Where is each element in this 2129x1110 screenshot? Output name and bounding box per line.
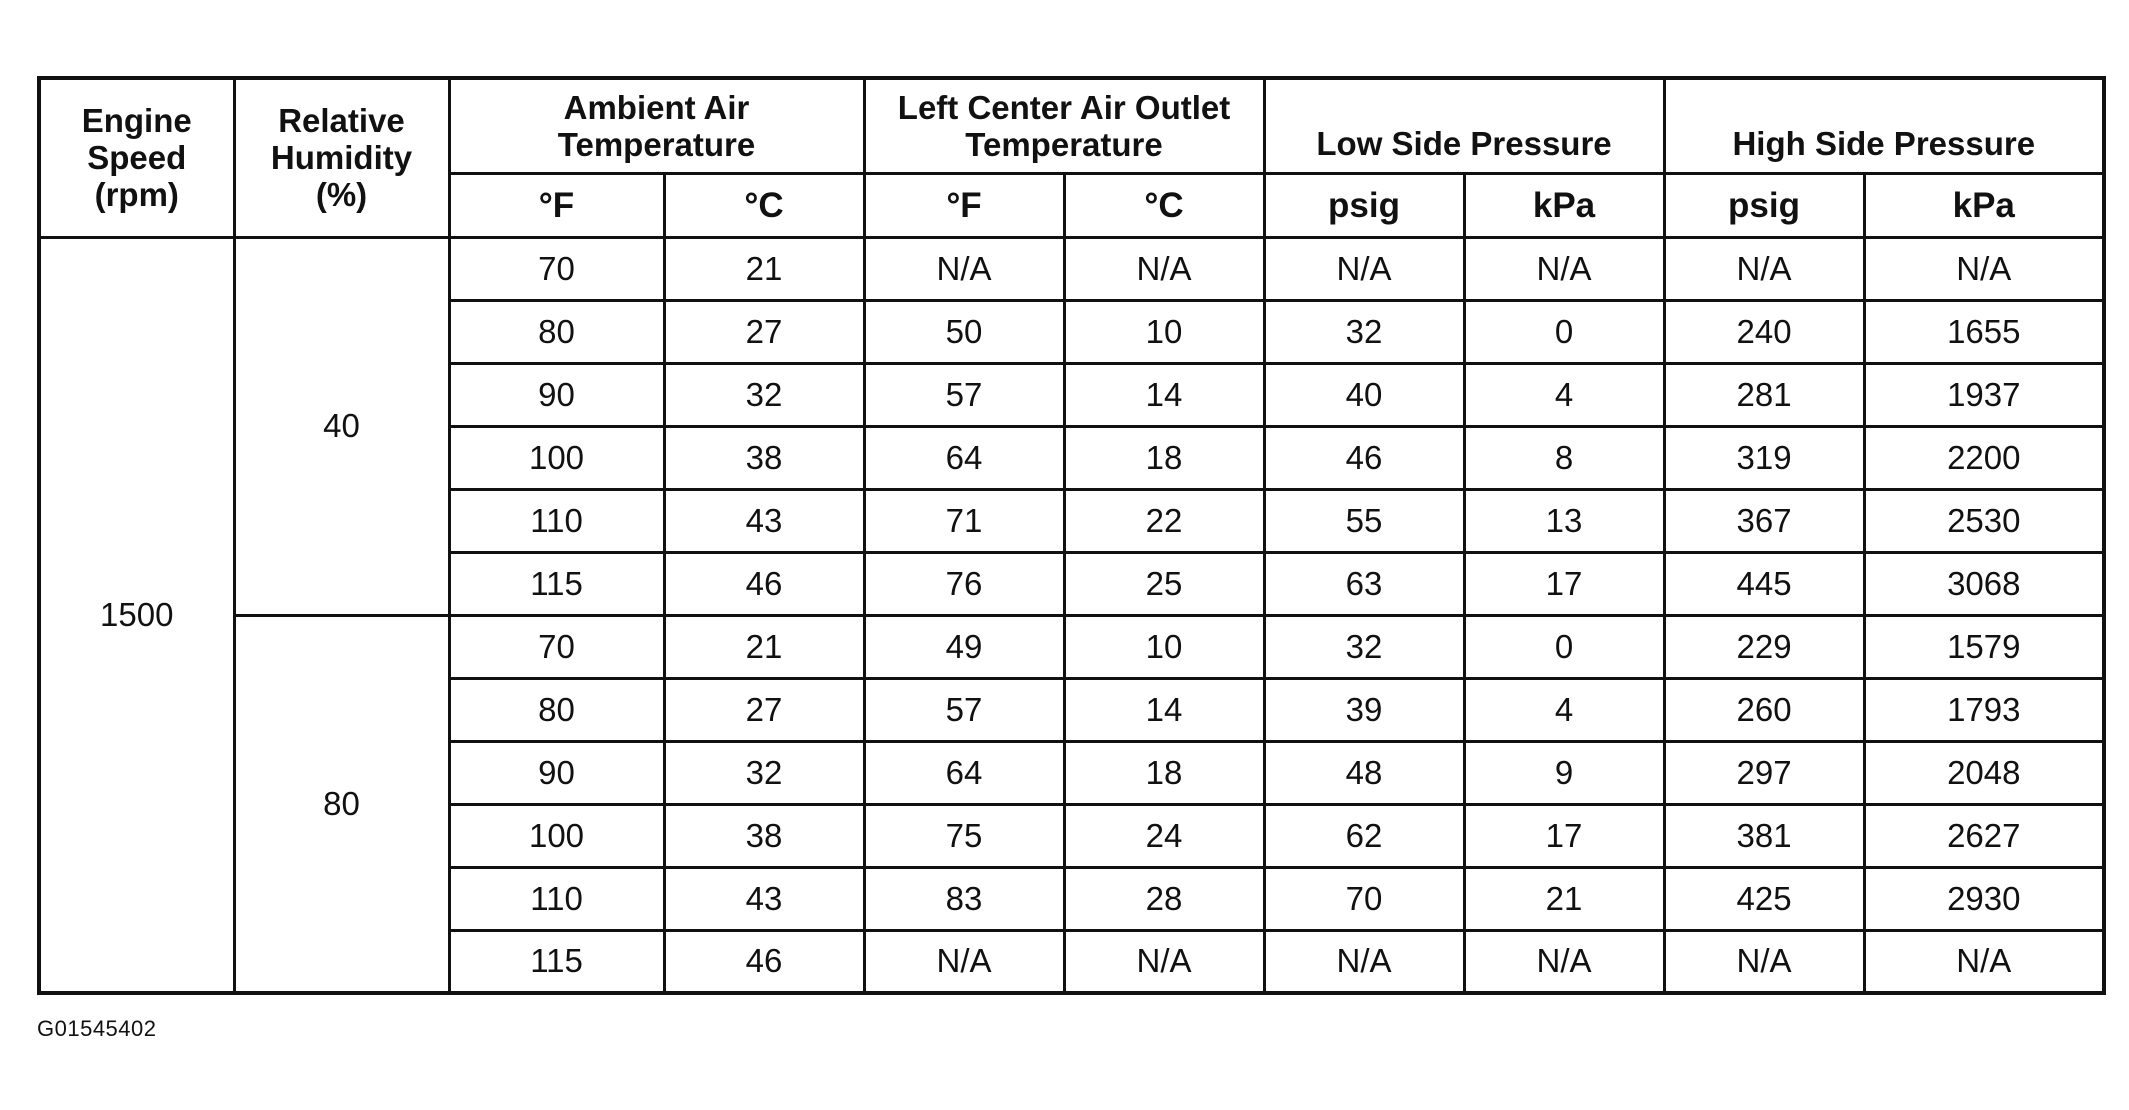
table-cell: 9 <box>1464 741 1664 804</box>
table-cell: 1793 <box>1864 678 2104 741</box>
table-cell: N/A <box>1664 237 1864 300</box>
relative-humidity-header: Relative Humidity (%) <box>234 78 449 237</box>
table-row <box>39 237 2104 300</box>
table-cell: 18 <box>1064 426 1264 489</box>
ambient-air-temperature-header: Ambient Air Temperature <box>449 78 864 173</box>
table-cell: 2048 <box>1864 741 2104 804</box>
table-cell: 2930 <box>1864 867 2104 930</box>
unit-header: °F <box>864 173 1064 237</box>
humidity-cell: 40 <box>234 237 449 615</box>
table-cell: 21 <box>664 615 864 678</box>
table-cell: 40 <box>1264 363 1464 426</box>
table-cell: 57 <box>864 678 1064 741</box>
table-cell: 27 <box>664 300 864 363</box>
table-cell: 1655 <box>1864 300 2104 363</box>
table-cell: 38 <box>664 804 864 867</box>
table-cell: 10 <box>1064 615 1264 678</box>
table-cell: N/A <box>1264 930 1464 993</box>
table-cell: N/A <box>1664 930 1864 993</box>
table-cell: 4 <box>1464 363 1664 426</box>
table-cell: N/A <box>1264 237 1464 300</box>
table-cell: N/A <box>864 237 1064 300</box>
table-cell: N/A <box>1064 930 1264 993</box>
table-cell: 90 <box>449 741 664 804</box>
low-side-pressure-header: Low Side Pressure <box>1264 78 1664 173</box>
table-cell: 32 <box>1264 300 1464 363</box>
table-cell: 319 <box>1664 426 1864 489</box>
table-cell: 50 <box>864 300 1064 363</box>
table-cell: 71 <box>864 489 1064 552</box>
table-cell: 57 <box>864 363 1064 426</box>
unit-header: psig <box>1264 173 1464 237</box>
table-cell: 115 <box>449 930 664 993</box>
left-center-outlet-temperature-header: Left Center Air Outlet Temperature <box>864 78 1264 173</box>
table-cell: 2530 <box>1864 489 2104 552</box>
humidity-cell: 80 <box>234 615 449 993</box>
table-cell: 21 <box>664 237 864 300</box>
table-cell: 0 <box>1464 615 1664 678</box>
engine-speed-cell: 1500 <box>39 237 234 993</box>
table-cell: 1937 <box>1864 363 2104 426</box>
table-cell: 90 <box>449 363 664 426</box>
table-cell: 0 <box>1464 300 1664 363</box>
table-cell: 425 <box>1664 867 1864 930</box>
table-cell: 17 <box>1464 552 1664 615</box>
table-cell: 110 <box>449 489 664 552</box>
table-cell: 17 <box>1464 804 1664 867</box>
table-cell: 367 <box>1664 489 1864 552</box>
table-cell: 240 <box>1664 300 1864 363</box>
unit-header: kPa <box>1864 173 2104 237</box>
unit-header: kPa <box>1464 173 1664 237</box>
table-cell: 8 <box>1464 426 1664 489</box>
high-side-pressure-header: High Side Pressure <box>1664 78 2104 173</box>
table-cell: 281 <box>1664 363 1864 426</box>
table-cell: N/A <box>1464 237 1664 300</box>
table-cell: 381 <box>1664 804 1864 867</box>
table-cell: 260 <box>1664 678 1864 741</box>
unit-header: °C <box>1064 173 1264 237</box>
table-row <box>39 615 2104 678</box>
ac-performance-table <box>37 76 2106 995</box>
table-cell: 43 <box>664 489 864 552</box>
table-cell: 229 <box>1664 615 1864 678</box>
table-cell: 32 <box>664 741 864 804</box>
table-cell: 2200 <box>1864 426 2104 489</box>
table-cell: 4 <box>1464 678 1664 741</box>
table-body <box>39 237 2104 993</box>
table-cell: 75 <box>864 804 1064 867</box>
table-cell: 100 <box>449 804 664 867</box>
table-cell: N/A <box>1064 237 1264 300</box>
table-cell: 43 <box>664 867 864 930</box>
table-cell: 1579 <box>1864 615 2104 678</box>
table-cell: 2627 <box>1864 804 2104 867</box>
table-cell: 70 <box>1264 867 1464 930</box>
unit-header: °F <box>449 173 664 237</box>
table-cell: 32 <box>1264 615 1464 678</box>
table-cell: 28 <box>1064 867 1264 930</box>
table-cell: 32 <box>664 363 864 426</box>
table-cell: 64 <box>864 741 1064 804</box>
table-cell: 46 <box>1264 426 1464 489</box>
unit-header: °C <box>664 173 864 237</box>
table-cell: 48 <box>1264 741 1464 804</box>
table-cell: 46 <box>664 930 864 993</box>
table-cell: 39 <box>1264 678 1464 741</box>
table-cell: 3068 <box>1864 552 2104 615</box>
table-cell: 14 <box>1064 678 1264 741</box>
table-cell: 83 <box>864 867 1064 930</box>
table-cell: 297 <box>1664 741 1864 804</box>
table-cell: 14 <box>1064 363 1264 426</box>
table-cell: N/A <box>1864 237 2104 300</box>
engine-speed-header: Engine Speed (rpm) <box>39 78 234 237</box>
table-cell: 10 <box>1064 300 1264 363</box>
table-cell: 18 <box>1064 741 1264 804</box>
table-cell: 80 <box>449 300 664 363</box>
table-cell: N/A <box>864 930 1064 993</box>
table-cell: 70 <box>449 237 664 300</box>
table-cell: 38 <box>664 426 864 489</box>
table-cell: 46 <box>664 552 864 615</box>
figure-id: G01545402 <box>37 1016 157 1041</box>
table-cell: 13 <box>1464 489 1664 552</box>
table-cell: 49 <box>864 615 1064 678</box>
header-row <box>39 78 2104 173</box>
table-cell: N/A <box>1464 930 1664 993</box>
table-cell: 110 <box>449 867 664 930</box>
table-cell: N/A <box>1864 930 2104 993</box>
table-cell: 63 <box>1264 552 1464 615</box>
table-cell: 70 <box>449 615 664 678</box>
table-cell: 445 <box>1664 552 1864 615</box>
table-cell: 76 <box>864 552 1064 615</box>
table-cell: 24 <box>1064 804 1264 867</box>
table-cell: 100 <box>449 426 664 489</box>
table-cell: 21 <box>1464 867 1664 930</box>
table-cell: 27 <box>664 678 864 741</box>
table-cell: 80 <box>449 678 664 741</box>
table-cell: 25 <box>1064 552 1264 615</box>
unit-header: psig <box>1664 173 1864 237</box>
table-cell: 115 <box>449 552 664 615</box>
table-cell: 64 <box>864 426 1064 489</box>
table-cell: 22 <box>1064 489 1264 552</box>
table-cell: 62 <box>1264 804 1464 867</box>
table-cell: 55 <box>1264 489 1464 552</box>
